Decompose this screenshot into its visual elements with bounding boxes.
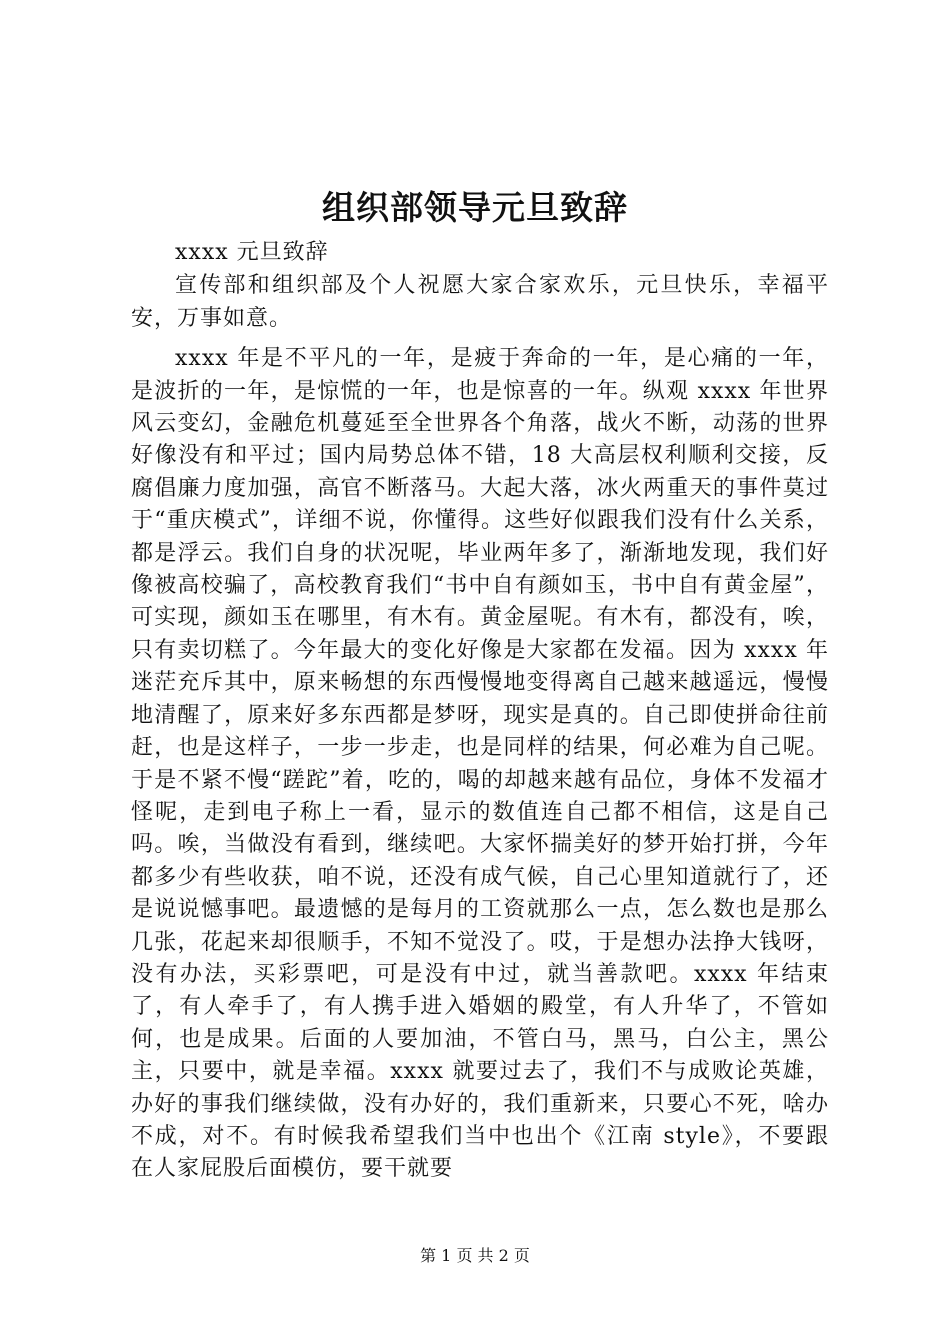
page-footer: 第 1 页 共 2 页 (420, 1246, 530, 1265)
document-subtitle: xxxx 元旦致辞 (175, 240, 329, 265)
document-title: 组织部领导元旦致辞 (322, 188, 628, 227)
document-body (131, 237, 829, 1186)
paragraph-greeting: 宣传部和组织部及个人祝愿大家合家欢乐，元旦快乐，幸福平安，万事如意。 (131, 273, 829, 331)
paragraph-main: xxxx 年是不平凡的一年，是疲于奔命的一年，是心痛的一年，是波折的一年，是惊慌的一年，也是惊喜的一年。纵观 xxxx 年世界风云变幻，金融危机蔓延至全世界各个角落，战火不断，动荡的世界好像没有和平过；国内局势总体不错，18 大高层权利顺利交接，反腐倡廉力度加强，高官不断落马。大起大落，冰火两重天的事件莫过于“重庆模式”，详细不说，你懂得。这些好似跟我们没有什么关系，都是浮云。我们自身的状况呢，毕业两年多了，渐渐地发现，我们好像被高校骗了，高校教育我们“书中自有颜如玉，书中自有黄金屋”，可实现，颜如玉在哪里，有木有。黄金屋呢。有木有，都没有，唉，只有卖切糕了。今年最大的变化好像是大家都在发福。因为 xxxx 年迷茫充斥其中，原来畅想的东西慢慢地变得离自己越来越遥远，慢慢地清醒了，原来好多东西都是梦呀，现实是真的。自己即使拼命往前赶，也是这样子，一步一步走，也是同样的结果，何必难为自己呢。于是不紧不慢“蹉跎”着，吃的，喝的却越来越有品位，身体不发福才怪呢，走到电子称上一看，显示的数值连自己都不相信，这是自己吗。唉，当做没有看到，继续吧。大家怀揣美好的梦开始打拼，今年都多少有些收获，咱不说，还没有成气候，自己心里知道就行了，还是说说憾事吧。最遗憾的是每月的工资就那么一点，怎么数也是那么几张，花起来却很顺手，不知不觉没了。哎，于是想办法挣大钱呀，没有办法，买彩票吧，可是没有中过，就当善款吧。xxxx 年结束了，有人牵手了，有人携手进入婚姻的殿堂，有人升华了，不管如何，也是成果。后面的人要加油，不管白马，黑马，白公主，黑公主，只要中，就是幸福。xxxx 就要过去了，我们不与成败论英雄，办好的事我们继续做，没有办好的，我们重新来，只要心不死，啥办不成，对不。有时候我希望我们当中也出个《江南 style》，不要跟在人家屁股后面模仿，要干就要 (131, 346, 829, 1182)
